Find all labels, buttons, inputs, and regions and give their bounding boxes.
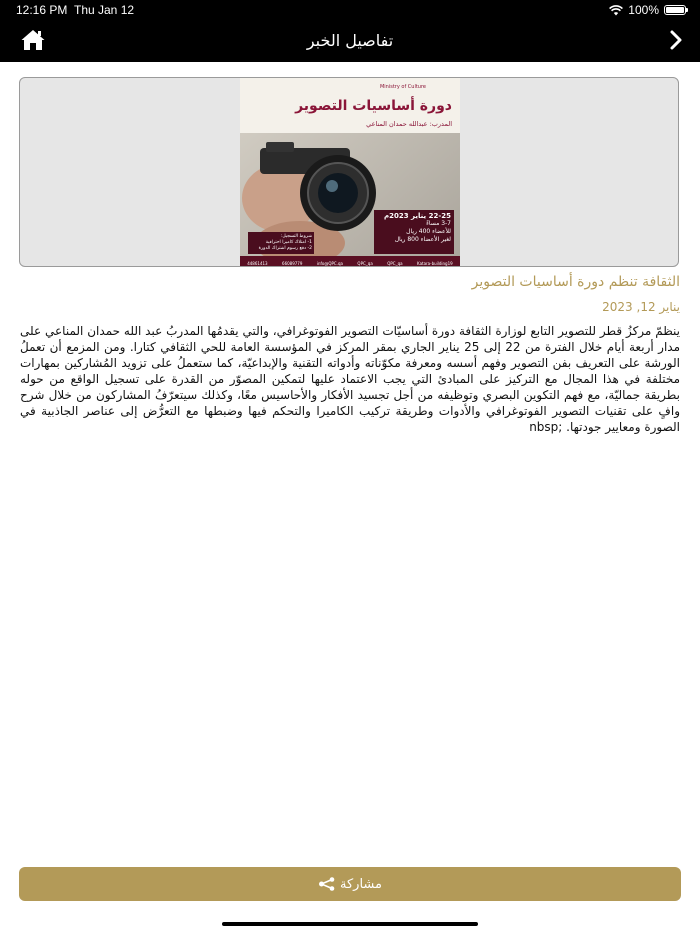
poster-fee-nonmembers: لغير الأعضاء 800 ريال [394,236,451,243]
poster-time: 3-7 مساءً [426,220,451,227]
article-date: يناير 12, 2023 [602,300,680,314]
course-poster [240,78,460,267]
poster-conditions [248,232,314,254]
news-image-container [19,77,679,267]
poster-contact: Katara-building19 [417,260,453,266]
battery-level [666,7,684,13]
status-indicators [609,3,686,17]
back-button[interactable] [666,28,686,52]
chevron-right-icon [666,28,686,52]
poster-heading: دورة أساسيات التصوير [295,98,452,114]
page-title: تفاصيل الخبر [306,31,394,50]
poster-logo: Ministry of Culture [379,84,426,90]
poster-contact: QPC_qa [357,260,373,266]
poster-dates: 22-25 يناير 2023م [384,212,451,220]
poster-contact: 44861413 [247,260,268,266]
status-time: 12:16 PM [16,3,68,17]
article-body: ينظمّ مركزُ قطر للتصوير التابع لوزارة الثقافة دورة أساسيّات التصوير الفوتوغرافي، والتي يقدمُها المدربُ عبد الله حمدان المناعي على مدار أربعة أيام خلال الفترة من 22 إلى 25 يناير الجاري بمقر المركز في المؤسسة العامة للحي الثقافي كتارا. ومن المزمع أن تعملُ الورشة على التعريف بفن التصوير وفهم أسسه ومعرفة مكوّناته وأدواته التقنية والإبداعيّة، كما ستعملُ على تزويد المُشاركين بمهارات مختلفة في هذا المجال مع التركيز على المبادئ التي يجب الاعتماد عليها لتمكين المصوّر من القدرة على تسجيل الواقع من حوله بطريقة جماليّة، مع فهم التكوين البصري وتوظيفه من أجل تجسيد الأفكار والأحاسيس معًا، وكذلك سيتعرّفُ المشاركون من خلال شرح وافٍ على تقنيات التصوير الفوتوغرافي والأدوات وطريقة تركيب الكاميرا والتحكم فيها وضبطها مع التعرُّض إلى عناصر الجاذبية في الصورة ومعايير جودتها. ;nbsp [20,324,680,434]
article-title: الثقافة تنظم دورة أساسيات التصوير [471,274,680,290]
poster-contact: info@QPC.qa [316,260,343,266]
status-bar [0,0,700,20]
poster-contact: 66089779 [282,260,303,266]
poster-conditions-title: شروط التسجيل: [280,234,312,239]
share-icon [318,877,336,891]
battery-percent: 100% [628,3,659,17]
poster-trainer: المدرب: عبدالله حمدان المناعي [366,120,452,128]
share-button[interactable] [19,867,681,901]
wifi-icon [609,5,623,16]
poster-contact: QPC_qa [387,260,403,266]
status-date: Thu Jan 12 [74,3,135,17]
poster-condition-1: 1- امتلاك كاميرا احترافية [265,240,312,245]
battery-icon [664,5,686,15]
poster-contacts [240,258,460,267]
home-indicator[interactable] [222,922,478,926]
share-label: مشاركة [340,876,382,892]
poster-condition-2: 2- دفع رسوم اشتراك الدورة [258,246,312,251]
navigation-bar [0,20,700,62]
poster-info-box [374,210,454,254]
poster-fee-members: للأعضاء 400 ريال [406,228,451,235]
